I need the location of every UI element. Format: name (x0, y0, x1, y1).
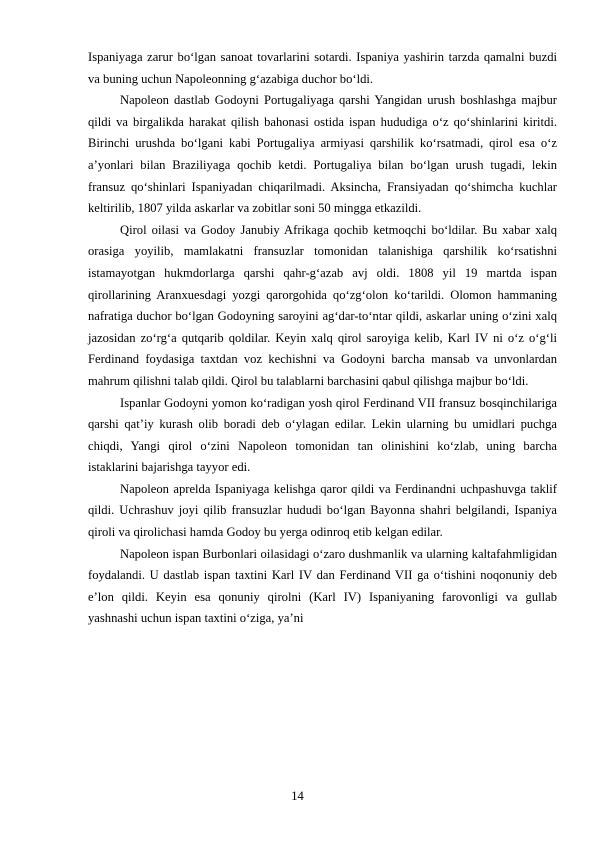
paragraph-1: Ispaniyaga zarur bo‘lgan sanoat tovarlarini sotardi. Ispaniya yashirin tarzda qamalni buzdi va buning uchun Napoleonning g‘azabiga duchor bo‘ldi. (88, 50, 557, 86)
paragraph-4: Ispanlar Godoyni yomon ko‘radigan yosh qirol Ferdinand VII fransuz bosqinchilariga qarshi qat’iy kurash olib boradi deb o‘ylagan edilar. Lekin ularning bu umidlari puchga chiqdi, Yangi qirol o‘zini Napoleon tomonidan tan olinishini ko‘zlab, uning barcha istaklarini bajarishga tayyor edi. (88, 395, 557, 475)
paragraph-5: Napoleon aprelda Ispaniyaga kelishga qaror qildi va Ferdinandni uchpashuvga taklif qildi. Uchrashuv joyi qilib fransuzlar hududi bo‘lgan Bayonna shahri belgilandi, Ispaniya qiroli va qirolichasi hamda Godoy bu yerga odinroq etib kelgan edilar. (88, 481, 557, 540)
document-body (88, 47, 557, 630)
paragraph-6: Napoleon ispan Burbonlari oilasidagi o‘zaro dushmanlik va ularning kaltafahmligidan foydalandi. U dastlab ispan taxtini Karl IV dan Ferdinand VII ga o‘tishini noqonuniy deb e’lon qildi. Keyin esa qonuniy qirolni (Karl IV) Ispaniyaning farovonligi va gullab yashnashi uchun ispan taxtini o‘ziga, ya’ni (88, 546, 557, 626)
paragraph-2: Napoleon dastlab Godoyni Portugaliyaga qarshi Yangidan urush boshlashga majbur qildi va birgalikda harakat qilish bahonasi ostida ispan hududiga o‘z qo‘shinlarini kiritdi. Birinchi urushda bo‘lgani kabi Portugaliya armiyasi qarshilik ko‘rsatmadi, qirol esa o‘z a’yonlari bilan Braziliyaga qochib ketdi. Portugaliya bilan bo‘lgan urush tugadi, lekin fransuz qo‘shinlari Ispaniyadan chiqarilmadi. Aksincha, Fransiyadan qo‘shimcha kuchlar keltirilib, 1807 yilda askarlar va zobitlar soni 50 mingga etkazildi. (88, 93, 557, 216)
page-number: 14 (291, 789, 304, 803)
paragraph-3: Qirol oilasi va Godoy Janubiy Afrikaga qochib ketmoqchi bo‘ldilar. Bu xabar xalq orasiga yoyilib, mamlakatni fransuzlar tomonidan talanishiga qarshilik ko‘rsatishni istamayotgan hukmdorlarga qarshi qahr-g‘azab avj oldi. 1808 yil 19 martda ispan qirollarining Aranxuesdagi yozgi qarorgohida qo‘zg‘olon ko‘tarildi. Olomon hammaning nafratiga duchor bo‘lgan Godoyning saroyini ag‘dar-to‘ntar qildi, askarlar uning o‘zini xalq jazosidan zo‘rg‘a qutqarib qoldilar. Keyin xalq qirol saroyiga kelib, Karl IV ni o‘z o‘g‘li Ferdinand foydasiga taxtdan voz kechishni va Godoyni barcha mansab va unvonlardan mahrum qilishni talab qildi. Qirol bu talablarni barchasini qabul qilishga majbur bo‘ldi. (88, 222, 557, 388)
